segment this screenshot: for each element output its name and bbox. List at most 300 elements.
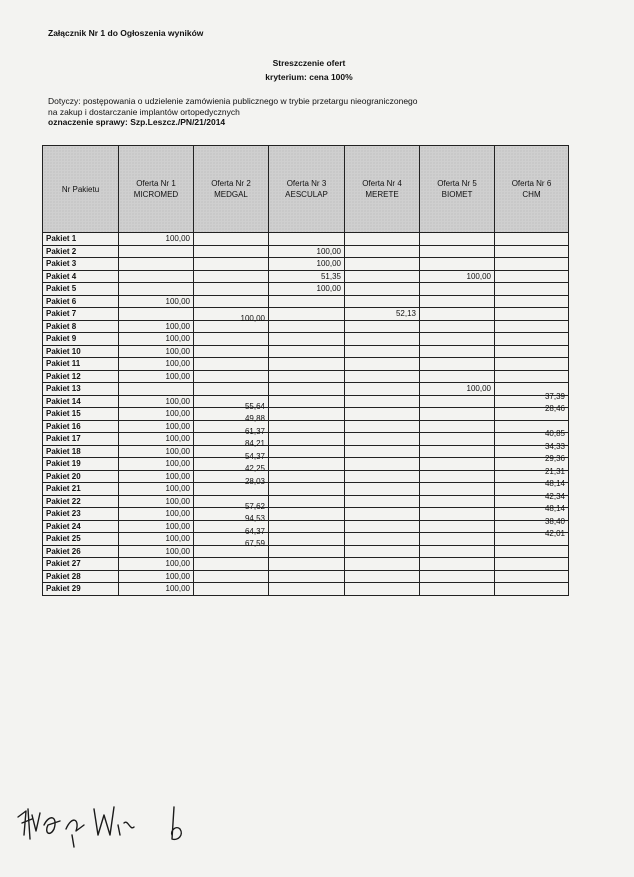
offer-score: 100,00 xyxy=(165,421,190,431)
offer-score-cell xyxy=(345,483,420,496)
offer-score: 100,00 xyxy=(165,234,190,244)
offer-score-cell xyxy=(119,545,194,558)
package-name: Pakiet 17 xyxy=(43,433,119,446)
package-name: Pakiet 29 xyxy=(43,583,119,596)
offer-score-cell xyxy=(269,358,345,371)
package-name: Pakiet 25 xyxy=(43,533,119,546)
column-header-offer-2 xyxy=(194,146,269,233)
column-header-line2: MICROMED xyxy=(133,190,179,199)
offer-score-cell xyxy=(345,320,420,333)
column-header-line1: Nr Pakietu xyxy=(61,184,100,194)
offer-score-cell xyxy=(495,233,569,246)
offer-score-cell xyxy=(194,495,269,511)
offer-score: 38,40 xyxy=(544,516,565,526)
offer-score-cell xyxy=(119,295,194,308)
offer-score-cell xyxy=(119,420,194,433)
offer-score-cell xyxy=(345,545,420,558)
offer-score-cell xyxy=(345,558,420,571)
offers-table-header xyxy=(43,146,569,233)
offer-score-cell xyxy=(345,258,420,271)
offer-score: 37,39 xyxy=(544,391,565,401)
offer-score-cell xyxy=(119,570,194,583)
offer-score-cell xyxy=(495,404,569,421)
offer-score-cell xyxy=(194,583,269,596)
offer-score-cell xyxy=(194,458,269,474)
attachment-title: Załącznik Nr 1 do Ogłoszenia wyników xyxy=(48,28,204,38)
table-row xyxy=(43,320,569,333)
offer-score-cell xyxy=(269,408,345,421)
offer-score-cell xyxy=(345,383,420,396)
offer-score-cell xyxy=(495,558,569,571)
offer-score-cell xyxy=(269,520,345,533)
case-reference: oznaczenie sprawy: Szp.Leszcz./PN/21/2014 xyxy=(48,117,226,127)
offer-score-cell xyxy=(269,370,345,383)
offer-score: 100,00 xyxy=(165,571,190,581)
offer-score-cell xyxy=(420,258,495,271)
offer-score-cell xyxy=(420,520,495,533)
offer-score-cell xyxy=(345,333,420,346)
offer-score-cell xyxy=(194,558,269,571)
offer-score-cell xyxy=(269,495,345,508)
offer-score-cell xyxy=(269,508,345,521)
offer-score-cell xyxy=(345,345,420,358)
offer-score-cell xyxy=(420,308,495,321)
offer-score-cell xyxy=(420,420,495,433)
offer-score-cell xyxy=(495,333,569,346)
offer-score-cell xyxy=(119,308,194,321)
table-row xyxy=(43,470,569,483)
offer-score-cell xyxy=(495,370,569,383)
offer-score-cell xyxy=(119,258,194,271)
offer-score-cell xyxy=(119,408,194,421)
offer-score: 100,00 xyxy=(165,371,190,381)
table-row xyxy=(43,283,569,296)
offer-score-cell xyxy=(194,383,269,396)
offer-score-cell xyxy=(269,295,345,308)
offer-score-cell xyxy=(269,258,345,271)
concerns-text-1: postępowania o udzielenie zamówienia publicznego w trybie przetargu nieograniczonego xyxy=(82,96,418,106)
offer-score-cell xyxy=(269,570,345,583)
package-name: Pakiet 24 xyxy=(43,520,119,533)
offer-score: 100,00 xyxy=(165,446,190,456)
offer-score-cell xyxy=(345,270,420,283)
table-row xyxy=(43,345,569,358)
offer-score-cell xyxy=(420,383,495,396)
offer-score-cell xyxy=(420,483,495,496)
offer-score-cell xyxy=(495,270,569,283)
offer-score: 100,00 xyxy=(165,296,190,306)
offer-score-cell xyxy=(345,420,420,433)
offer-score-cell xyxy=(194,395,269,411)
offer-score-cell xyxy=(119,583,194,596)
offer-score-cell xyxy=(269,345,345,358)
package-name: Pakiet 21 xyxy=(43,483,119,496)
offer-score: 21,31 xyxy=(544,466,565,476)
offer-score-cell xyxy=(194,520,269,536)
table-row xyxy=(43,558,569,571)
offer-score-cell xyxy=(119,270,194,283)
offer-score-cell xyxy=(194,308,269,324)
offer-score-cell xyxy=(194,358,269,371)
table-row xyxy=(43,420,569,433)
table-row xyxy=(43,270,569,283)
package-name: Pakiet 2 xyxy=(43,245,119,258)
offer-score-cell xyxy=(119,233,194,246)
offer-score: 42,01 xyxy=(544,529,565,539)
offer-score-cell xyxy=(119,283,194,296)
offer-score: 42,34 xyxy=(544,491,565,501)
offer-score-cell xyxy=(194,420,269,436)
offer-score-cell xyxy=(345,458,420,471)
table-row xyxy=(43,545,569,558)
offer-score-cell xyxy=(345,570,420,583)
offer-score-cell xyxy=(420,508,495,521)
offer-score-cell xyxy=(194,283,269,296)
offer-score-cell xyxy=(345,358,420,371)
offer-score-cell xyxy=(420,283,495,296)
package-name: Pakiet 23 xyxy=(43,508,119,521)
offer-score-cell xyxy=(119,245,194,258)
offer-score-cell xyxy=(420,333,495,346)
package-name: Pakiet 1 xyxy=(43,233,119,246)
offer-score: 100,00 xyxy=(316,284,341,294)
offer-score-cell xyxy=(269,433,345,446)
package-name: Pakiet 12 xyxy=(43,370,119,383)
table-row xyxy=(43,520,569,533)
offer-score-cell xyxy=(269,245,345,258)
offer-score-cell xyxy=(345,370,420,383)
table-row xyxy=(43,333,569,346)
offer-score-cell xyxy=(495,245,569,258)
offer-score-cell xyxy=(194,570,269,583)
offer-score-cell xyxy=(269,333,345,346)
offer-score: 94,53 xyxy=(244,514,265,524)
table-row xyxy=(43,508,569,521)
table-row xyxy=(43,458,569,471)
offer-score: 100,00 xyxy=(165,471,190,481)
offer-score-cell xyxy=(269,420,345,433)
offer-score-cell xyxy=(269,533,345,546)
offer-score-cell xyxy=(345,295,420,308)
offer-score-cell xyxy=(119,370,194,383)
offer-score: 100,00 xyxy=(240,314,265,324)
column-header-line1: Oferta Nr 1 xyxy=(136,179,176,188)
column-header-line1: Oferta Nr 3 xyxy=(286,179,327,188)
table-row xyxy=(43,295,569,308)
offer-score: 100,00 xyxy=(466,271,491,281)
offer-score-cell xyxy=(420,570,495,583)
offer-score: 84,21 xyxy=(244,439,265,449)
offer-score-cell xyxy=(420,458,495,471)
offer-score-cell xyxy=(345,520,420,533)
offer-score-cell xyxy=(345,233,420,246)
offer-score-cell xyxy=(194,470,269,486)
column-header-offer-4 xyxy=(345,146,420,233)
table-row xyxy=(43,383,569,396)
offer-score-cell xyxy=(345,583,420,596)
offer-score-cell xyxy=(420,345,495,358)
offer-score-cell xyxy=(495,320,569,333)
column-header-line2: MERETE xyxy=(365,190,399,199)
column-header-offer-3 xyxy=(269,146,345,233)
table-row xyxy=(43,483,569,496)
offer-score: 49,88 xyxy=(244,414,265,424)
package-name: Pakiet 3 xyxy=(43,258,119,271)
offer-score-cell xyxy=(420,433,495,446)
offer-score: 28,03 xyxy=(244,476,265,486)
column-header-line2: CHM xyxy=(522,190,541,199)
offer-score-cell xyxy=(420,583,495,596)
offer-score: 34,33 xyxy=(544,441,565,451)
offer-score-cell xyxy=(194,545,269,558)
offer-score-cell xyxy=(119,495,194,508)
concerns-line-1 xyxy=(48,96,518,107)
offer-score: 61,37 xyxy=(244,426,265,436)
offers-table-body xyxy=(43,233,569,596)
offer-score: 100,00 xyxy=(165,484,190,494)
offer-score-cell xyxy=(269,395,345,408)
offer-score-cell xyxy=(420,358,495,371)
offer-score: 100,00 xyxy=(165,459,190,469)
offer-score-cell xyxy=(420,270,495,283)
table-row xyxy=(43,395,569,408)
offer-score: 100,00 xyxy=(165,321,190,331)
offer-score-cell xyxy=(119,433,194,446)
offer-score: 100,00 xyxy=(165,546,190,556)
offer-score-cell xyxy=(269,483,345,496)
package-name: Pakiet 13 xyxy=(43,383,119,396)
offer-score-cell xyxy=(194,533,269,549)
offer-score-cell xyxy=(119,333,194,346)
column-header-line1: Oferta Nr 6 xyxy=(511,179,552,188)
package-name: Pakiet 20 xyxy=(43,470,119,483)
package-name: Pakiet 5 xyxy=(43,283,119,296)
offer-score-cell xyxy=(345,408,420,421)
offer-score-cell xyxy=(420,445,495,458)
table-row xyxy=(43,258,569,271)
column-header-line1: Oferta Nr 5 xyxy=(437,179,477,188)
offer-score-cell xyxy=(345,283,420,296)
offer-score-cell xyxy=(269,233,345,246)
package-name: Pakiet 14 xyxy=(43,395,119,408)
column-header-line2: BIOMET xyxy=(441,190,473,199)
offer-score-cell xyxy=(420,533,495,546)
package-name: Pakiet 27 xyxy=(43,558,119,571)
offer-score-cell xyxy=(119,320,194,333)
offer-score: 28,46 xyxy=(544,404,565,414)
offer-score-cell xyxy=(345,395,420,408)
offer-score-cell xyxy=(194,295,269,308)
table-row xyxy=(43,245,569,258)
offer-score: 40,85 xyxy=(544,429,565,439)
offer-score-cell xyxy=(420,370,495,383)
offer-score: 100,00 xyxy=(165,396,190,406)
offer-score-cell xyxy=(194,370,269,383)
offer-score: 48,14 xyxy=(544,504,565,514)
offer-score-cell xyxy=(194,345,269,358)
offer-score-cell xyxy=(269,270,345,283)
offer-score-cell xyxy=(420,395,495,408)
concerns-text-2: na zakup i dostarczanie implantów ortopedycznych xyxy=(48,106,240,117)
offer-score-cell xyxy=(495,295,569,308)
package-name: Pakiet 26 xyxy=(43,545,119,558)
offer-score-cell xyxy=(420,295,495,308)
offer-score-cell xyxy=(119,508,194,521)
offer-score-cell xyxy=(269,470,345,483)
offer-score-cell xyxy=(495,283,569,296)
column-header-line1: Oferta Nr 2 xyxy=(211,179,251,188)
offer-score-cell xyxy=(495,545,569,558)
offer-score: 100,00 xyxy=(165,534,190,544)
offer-score-cell xyxy=(420,320,495,333)
offer-score: 100,00 xyxy=(165,559,190,569)
concerns-label: Dotyczy: xyxy=(48,96,81,106)
handwritten-signature xyxy=(14,795,194,855)
table-row xyxy=(43,433,569,446)
package-name: Pakiet 6 xyxy=(43,295,119,308)
offer-score: 67,59 xyxy=(244,539,265,549)
offer-score-cell xyxy=(345,533,420,546)
column-header-line1: Oferta Nr 4 xyxy=(362,179,402,188)
offer-score: 64,37 xyxy=(244,526,265,536)
offer-score-cell xyxy=(269,383,345,396)
table-row xyxy=(43,495,569,508)
table-row xyxy=(43,445,569,458)
offer-score-cell xyxy=(420,495,495,508)
offer-score-cell xyxy=(194,445,269,461)
offer-score-cell xyxy=(119,520,194,533)
offer-score: 100,00 xyxy=(316,246,341,256)
offer-score-cell xyxy=(269,558,345,571)
table-row xyxy=(43,358,569,371)
table-row xyxy=(43,570,569,583)
table-row xyxy=(43,308,569,321)
package-name: Pakiet 9 xyxy=(43,333,119,346)
offer-score-cell xyxy=(119,395,194,408)
offer-score-cell xyxy=(495,258,569,271)
concerns-block xyxy=(48,96,518,128)
offer-score-cell xyxy=(420,545,495,558)
offer-score-cell xyxy=(119,558,194,571)
offer-score-cell xyxy=(420,558,495,571)
offer-score-cell xyxy=(194,433,269,449)
offer-score-cell xyxy=(495,570,569,583)
offer-score: 55,64 xyxy=(244,401,265,411)
offer-score: 100,00 xyxy=(165,496,190,506)
offer-score: 100,00 xyxy=(165,409,190,419)
offer-score-cell xyxy=(194,270,269,283)
offer-score: 42,25 xyxy=(244,464,265,474)
package-name: Pakiet 8 xyxy=(43,320,119,333)
offer-score: 48,14 xyxy=(544,479,565,489)
offer-score-cell xyxy=(194,508,269,524)
offer-score-cell xyxy=(495,308,569,321)
offer-score-cell xyxy=(345,433,420,446)
offer-score: 100,00 xyxy=(165,521,190,531)
offer-score-cell xyxy=(194,333,269,346)
column-header-offer-1 xyxy=(119,146,194,233)
offer-score-cell xyxy=(194,408,269,424)
offer-score-cell xyxy=(420,245,495,258)
package-name: Pakiet 16 xyxy=(43,420,119,433)
package-name: Pakiet 18 xyxy=(43,445,119,458)
offer-score-cell xyxy=(194,258,269,271)
package-name: Pakiet 22 xyxy=(43,495,119,508)
offer-score-cell xyxy=(119,458,194,471)
offer-score-cell xyxy=(345,470,420,483)
offer-score-cell xyxy=(119,533,194,546)
offer-score-cell xyxy=(420,233,495,246)
offer-score-cell xyxy=(420,470,495,483)
offer-score-cell xyxy=(119,345,194,358)
offer-score-cell xyxy=(495,529,569,546)
package-name: Pakiet 19 xyxy=(43,458,119,471)
offer-score: 100,00 xyxy=(165,359,190,369)
column-header-package xyxy=(43,146,119,233)
offer-score-cell xyxy=(119,358,194,371)
offer-score-cell xyxy=(269,320,345,333)
offers-table xyxy=(42,145,569,596)
offer-score-cell xyxy=(194,233,269,246)
package-name: Pakiet 28 xyxy=(43,570,119,583)
offer-score-cell xyxy=(345,495,420,508)
offer-score-cell xyxy=(269,458,345,471)
offer-score-cell xyxy=(495,345,569,358)
offer-score-cell xyxy=(495,358,569,371)
offer-score: 52,13 xyxy=(395,309,416,319)
offer-score-cell xyxy=(345,445,420,458)
offer-score: 57,62 xyxy=(244,501,265,511)
package-name: Pakiet 4 xyxy=(43,270,119,283)
offer-score-cell xyxy=(420,408,495,421)
offer-score-cell xyxy=(345,308,420,321)
offer-score-cell xyxy=(269,583,345,596)
offer-score-cell xyxy=(345,508,420,521)
offer-score: 100,00 xyxy=(165,334,190,344)
column-header-offer-5 xyxy=(420,146,495,233)
package-name: Pakiet 7 xyxy=(43,308,119,321)
offer-score: 100,00 xyxy=(316,259,341,269)
table-row xyxy=(43,408,569,421)
package-name: Pakiet 10 xyxy=(43,345,119,358)
offer-score-cell xyxy=(269,308,345,321)
offer-score: 100,00 xyxy=(165,346,190,356)
table-row xyxy=(43,533,569,546)
offer-score-cell xyxy=(194,245,269,258)
offer-score: 100,00 xyxy=(466,384,491,394)
offer-score: 54,37 xyxy=(244,451,265,461)
offer-score-cell xyxy=(119,470,194,483)
table-row xyxy=(43,583,569,596)
column-header-line2: MEDGAL xyxy=(214,190,248,199)
offer-score-cell xyxy=(345,245,420,258)
package-name: Pakiet 11 xyxy=(43,358,119,371)
package-name: Pakiet 15 xyxy=(43,408,119,421)
offer-score: 29,36 xyxy=(544,454,565,464)
offer-score: 51,35 xyxy=(320,271,341,281)
column-header-offer-6 xyxy=(495,146,569,233)
criterion: kryterium: cena 100% xyxy=(265,72,353,82)
offer-score-cell xyxy=(119,445,194,458)
offer-score-cell xyxy=(495,583,569,596)
table-row xyxy=(43,233,569,246)
offer-score-cell xyxy=(269,545,345,558)
offer-score: 100,00 xyxy=(165,434,190,444)
offer-score-cell xyxy=(119,483,194,496)
column-header-line2: AESCULAP xyxy=(285,190,328,199)
offer-score: 100,00 xyxy=(165,584,190,594)
offer-score-cell xyxy=(269,445,345,458)
